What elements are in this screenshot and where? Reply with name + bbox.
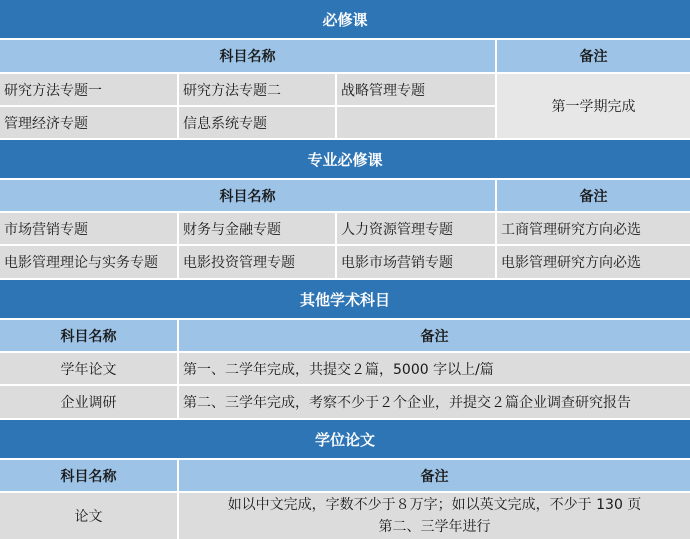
header-subject-name: 科目名称 xyxy=(0,320,177,351)
subject-cell-empty xyxy=(337,107,495,138)
header-note: 备注 xyxy=(179,460,690,491)
note-cell: 第二、三学年完成，考察不少于２个企业，并提交２篇企业调查研究报告 xyxy=(179,386,690,418)
header-note: 备注 xyxy=(497,40,690,72)
note-cell: 电影管理研究方向必选 xyxy=(497,246,690,278)
subject-cell: 研究方法专题二 xyxy=(179,74,335,105)
subject-cell: 电影市场营销专题 xyxy=(337,246,495,278)
subject-cell: 研究方法专题一 xyxy=(0,74,177,105)
subject-cell: 企业调研 xyxy=(0,386,177,418)
subject-cell: 人力资源管理专题 xyxy=(337,213,495,244)
note-cell: 第一学期完成 xyxy=(497,74,690,138)
note-line: 如以中文完成，字数不少于８万字；如以英文完成，不少于 130 页 xyxy=(227,497,642,513)
section-title-thesis: 学位论文 xyxy=(0,420,690,458)
section-title-major-required: 专业必修课 xyxy=(0,140,690,178)
subject-cell: 财务与金融专题 xyxy=(179,213,335,244)
header-subject-name: 科目名称 xyxy=(0,40,495,72)
subject-cell: 电影投资管理专题 xyxy=(179,246,335,278)
subject-cell: 管理经济专题 xyxy=(0,107,177,138)
section-title-required: 必修课 xyxy=(0,0,690,38)
note-cell: 第一、二学年完成，共提交２篇，5000 字以上/篇 xyxy=(179,353,690,384)
subject-cell: 论文 xyxy=(0,493,177,539)
subject-cell: 信息系统专题 xyxy=(179,107,335,138)
header-subject-name: 科目名称 xyxy=(0,180,495,211)
header-subject-name: 科目名称 xyxy=(0,460,177,491)
subject-cell: 电影管理理论与实务专题 xyxy=(0,246,177,278)
header-note: 备注 xyxy=(179,320,690,351)
subject-cell: 战略管理专题 xyxy=(337,74,495,105)
note-cell: 工商管理研究方向必选 xyxy=(497,213,690,244)
subject-cell: 市场营销专题 xyxy=(0,213,177,244)
note-cell xyxy=(179,493,690,539)
note-line: 第二、三学年进行 xyxy=(378,519,491,535)
header-note: 备注 xyxy=(497,180,690,211)
subject-cell: 学年论文 xyxy=(0,353,177,384)
section-title-other-academic: 其他学术科目 xyxy=(0,280,690,318)
